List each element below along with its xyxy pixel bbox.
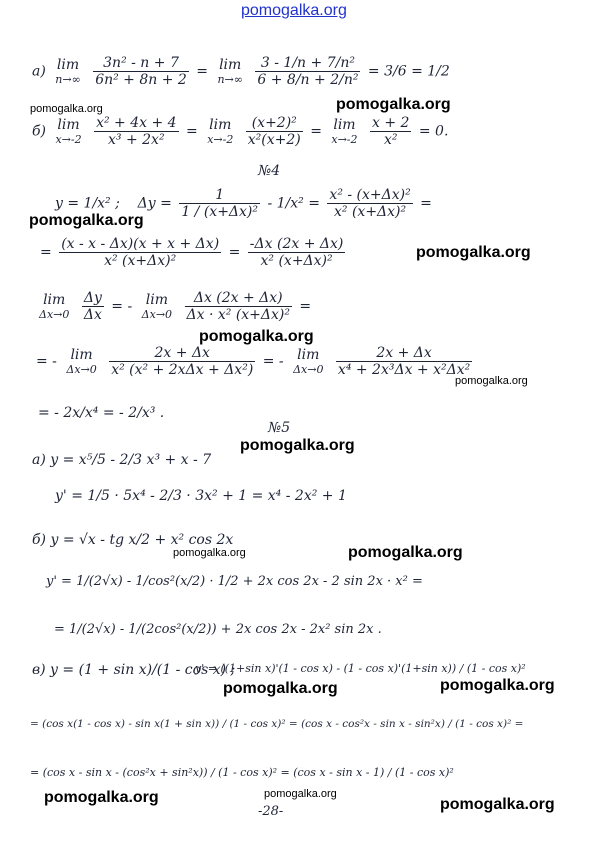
problem-label-4: №4 xyxy=(258,163,281,179)
watermark: pomogalka.org xyxy=(29,212,144,229)
n5-b-derivative-2: = 1/(2√x) - 1/(2cos²(x/2)) + 2x cos 2x - 2x² sin 2x . xyxy=(54,622,382,637)
n5-c-derivative-3: = (cos x - sin x - (cos²x + sin²x)) / (1 - cos x)² = (cos x - sin x - 1) / (1 - cos x)² xyxy=(30,766,454,779)
watermark: pomogalka.org xyxy=(264,788,337,800)
n5-c-derivative-2: = (cos x(1 - cos x) - sin x(1 + sin x)) / (1 - cos x)² = (cos x - cos²x - sin x - sin²x) / (1 - cos x)² = xyxy=(30,718,524,730)
n4-line-4: = - lim Δx→0 $\frac{2x + \Delta x}{\text{x² (x² + 2xΔx + Δx²)}}$ = - lim Δx→0 $\frac{2x + \Delta x}{\text{x⁴ + 2x³Δx + x²Δx²}}$ xyxy=(36,345,471,378)
fraction-b2: $\frac{\text{(x+2)²}}{\text{x²(x+2)}}$ xyxy=(247,115,301,148)
watermark: pomogalka.org xyxy=(240,437,355,454)
lim-block: lim n→∞ xyxy=(55,57,81,86)
fraction-b3: $\frac{x + 2}{\text{x²}}$ xyxy=(371,115,410,148)
n5-b: б) y = √x - tg x/2 + x² cos 2x xyxy=(32,532,234,548)
watermark: pomogalka.org xyxy=(440,796,555,813)
line-a: а) lim n→∞ $\frac{\text{3n² - n + 7}}{\text{6n² + 8n + 2}}$ = lim n→∞ $\frac{\text{3 - 1/n + 7/n²}}{\text{6 + 8/n + 2/n²}}$ = 3/6 = 1/2 xyxy=(32,55,450,88)
watermark: pomogalka.org xyxy=(199,328,314,345)
watermark: pomogalka.org xyxy=(223,680,338,697)
n4-result: = - 2x/x⁴ = - 2/x³ . xyxy=(38,405,165,421)
watermark: pomogalka.org xyxy=(44,789,159,806)
site-header-link[interactable]: pomogalka.org xyxy=(241,2,347,19)
label-a: а) xyxy=(32,63,46,80)
n4-line-2: = $\frac{(x - x - \Delta x)(x + x + \Delta x)}{\text{x² (x+Δx)²}}$ = $\frac{-\Delta x (2x + \Delta x)}{\text{x² (x+Δx)²}}$ xyxy=(40,236,344,269)
watermark: pomogalka.org xyxy=(440,677,555,694)
page-number: -28- xyxy=(258,804,284,819)
n5-a-derivative: y' = 1/5 · 5x⁴ - 2/3 · 3x² + 1 = x⁴ - 2x² + 1 xyxy=(55,488,347,504)
n5-b-derivative-1: y' = 1/(2√x) - 1/cos²(x/2) · 1/2 + 2x cos 2x - 2 sin 2x · x² = xyxy=(46,574,423,589)
watermark: pomogalka.org xyxy=(173,547,246,559)
fraction-a2: $\frac{\text{3 - 1/n + 7/n²}}{\text{6 + 8/n + 2/n²}}$ xyxy=(257,55,359,88)
fraction-b1: $\frac{\text{x² + 4x + 4}}{\text{x³ + 2x²}}$ xyxy=(96,115,177,148)
line-b: б) lim x→-2 $\frac{\text{x² + 4x + 4}}{\text{x³ + 2x²}}$ = lim x→-2 $\frac{\text{(x+2)²}}{\text{x²(x+2)}}$ = lim x→-2 $\frac{x + 2}{\text{x²}}$ = 0. xyxy=(32,115,449,148)
n5-c: в) y = (1 + sin x)/(1 - cos x) ; xyxy=(32,662,236,678)
watermark: pomogalka.org xyxy=(455,375,528,387)
watermark: pomogalka.org xyxy=(348,544,463,561)
n4-line-3: lim Δx→0 $\frac{\Delta y}{\Delta x}$ = - lim Δx→0 $\frac{\Delta x (2x + \Delta x)}{\text{Δx · x² (x+Δx)²}}$ = xyxy=(39,290,312,323)
result-a: = 3/6 = 1/2 xyxy=(367,63,450,80)
n4-line-1: y = 1/x² ; Δy = $\frac{1}{\text{1 / (x+Δx)²}}$ - 1/x² = $\frac{\text{x² - (x+Δx)²}}{\text{x² (x+Δx)²}}$ = xyxy=(55,187,432,220)
fraction-a1: $\frac{\text{3n² - n + 7}}{\text{6n² + 8n + 2}}$ xyxy=(95,55,187,88)
n5-a: а) y = x⁵/5 - 2/3 x³ + x - 7 xyxy=(32,452,212,468)
problem-label-5: №5 xyxy=(268,420,291,436)
watermark: pomogalka.org xyxy=(30,103,103,115)
lim-block-2: lim n→∞ xyxy=(217,57,243,86)
n5-c-derivative-1: y' = ((1+sin x)'(1 - cos x) - (1 - cos x)'(1+sin x)) / (1 - cos x)² xyxy=(195,662,526,675)
watermark: pomogalka.org xyxy=(336,96,451,113)
watermark: pomogalka.org xyxy=(416,244,531,261)
